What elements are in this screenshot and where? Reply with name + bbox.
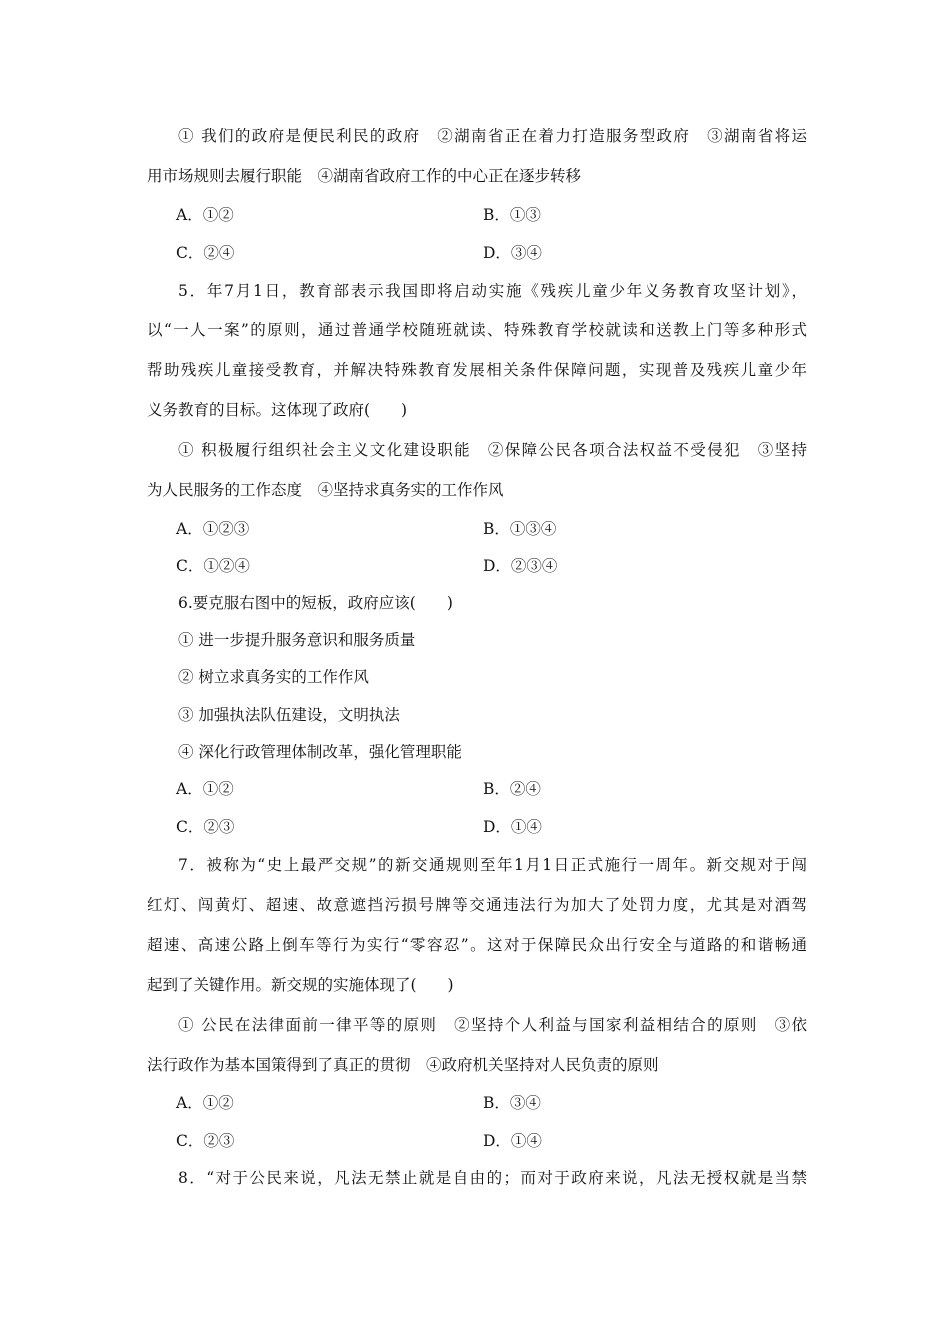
q5-stem-line-2: 以“一人一案”的原则，通过普通学校随班就读、特殊教育学校就读和送教上门等多种形式 [147, 321, 807, 339]
q5-stem-line-1: 5．年7月1日，教育部表示我国即将启动实施《残疾儿童少年义务教育攻坚计划》， [178, 282, 807, 300]
q8-stem-line-1: 8．“对于公民来说，凡法无禁止就是自由的；而对于政府来说，凡法无授权就是当禁 [178, 1169, 807, 1187]
q6-option-b: B．②④ [483, 780, 541, 798]
q6-option-d: D．①④ [483, 818, 542, 836]
q7-stem-line-2: 红灯、闯黄灯、超速、故意遮挡污损号牌等交通违法行为加大了处罚力度，尤其是对酒驾 [147, 896, 807, 914]
q6-option-c: C．②③ [176, 818, 235, 836]
q5-option-d: D．②③④ [483, 557, 558, 575]
q5-option-b: B．①③④ [483, 520, 557, 538]
q6-statement-1: ① 进一步提升服务意识和服务质量 [178, 631, 416, 649]
q6-statement-4: ④ 深化行政管理体制改革，强化管理职能 [178, 743, 462, 761]
q7-option-a: A．①② [176, 1094, 234, 1112]
q7-stem-line-3: 超速、高速公路上倒车等行为实行“零容忍”。这对于保障民众出行安全与道路的和谐畅通 [147, 936, 807, 954]
q6-statement-3: ③ 加强执法队伍建设，文明执法 [178, 706, 400, 724]
q4-statements-line-1: ① 我们的政府是便民利民的政府 ②湖南省正在着力打造服务型政府 ③湖南省将运 [178, 127, 807, 145]
q4-option-c: C．②④ [176, 244, 235, 262]
q5-stem-line-4: 义务教育的目标。这体现了政府( ) [147, 401, 408, 419]
q5-stem-line-3: 帮助残疾儿童接受教育，并解决特殊教育发展相关条件保障问题，实现普及残疾儿童少年 [147, 361, 807, 379]
q5-statements-line-1: ① 积极履行组织社会主义文化建设职能 ②保障公民各项合法权益不受侵犯 ③坚持 [178, 441, 807, 459]
q4-option-a: A．①② [176, 206, 234, 224]
q7-option-c: C．②③ [176, 1132, 235, 1150]
q6-stem: 6.要克服右图中的短板，政府应该( ) [178, 594, 453, 612]
q7-statements-line-2: 法行政作为基本国策得到了真正的贯彻 ④政府机关坚持对人民负责的原则 [147, 1056, 659, 1074]
q7-statements-line-1: ① 公民在法律面前一律平等的原则 ②坚持个人利益与国家利益相结合的原则 ③依 [178, 1016, 807, 1034]
q4-option-b: B．①③ [483, 206, 541, 224]
q5-option-c: C．①②④ [176, 557, 250, 575]
q7-option-b: B．③④ [483, 1094, 541, 1112]
q7-option-d: D．①④ [483, 1132, 542, 1150]
q7-stem-line-1: 7．被称为“史上最严交规”的新交通规则至年1月1日正式施行一周年。新交规对于闯 [178, 856, 807, 874]
q5-option-a: A．①②③ [176, 520, 250, 538]
q6-option-a: A．①② [176, 780, 234, 798]
q7-stem-line-4: 起到了关键作用。新交规的实施体现了( ) [147, 976, 454, 994]
q6-statement-2: ② 树立求真务实的工作作风 [178, 668, 369, 686]
q4-statements-line-2: 用市场规则去履行职能 ④湖南省政府工作的中心正在逐步转移 [147, 167, 582, 185]
q5-statements-line-2: 为人民服务的工作态度 ④坚持求真务实的工作作风 [147, 481, 504, 499]
q4-option-d: D．③④ [483, 244, 542, 262]
